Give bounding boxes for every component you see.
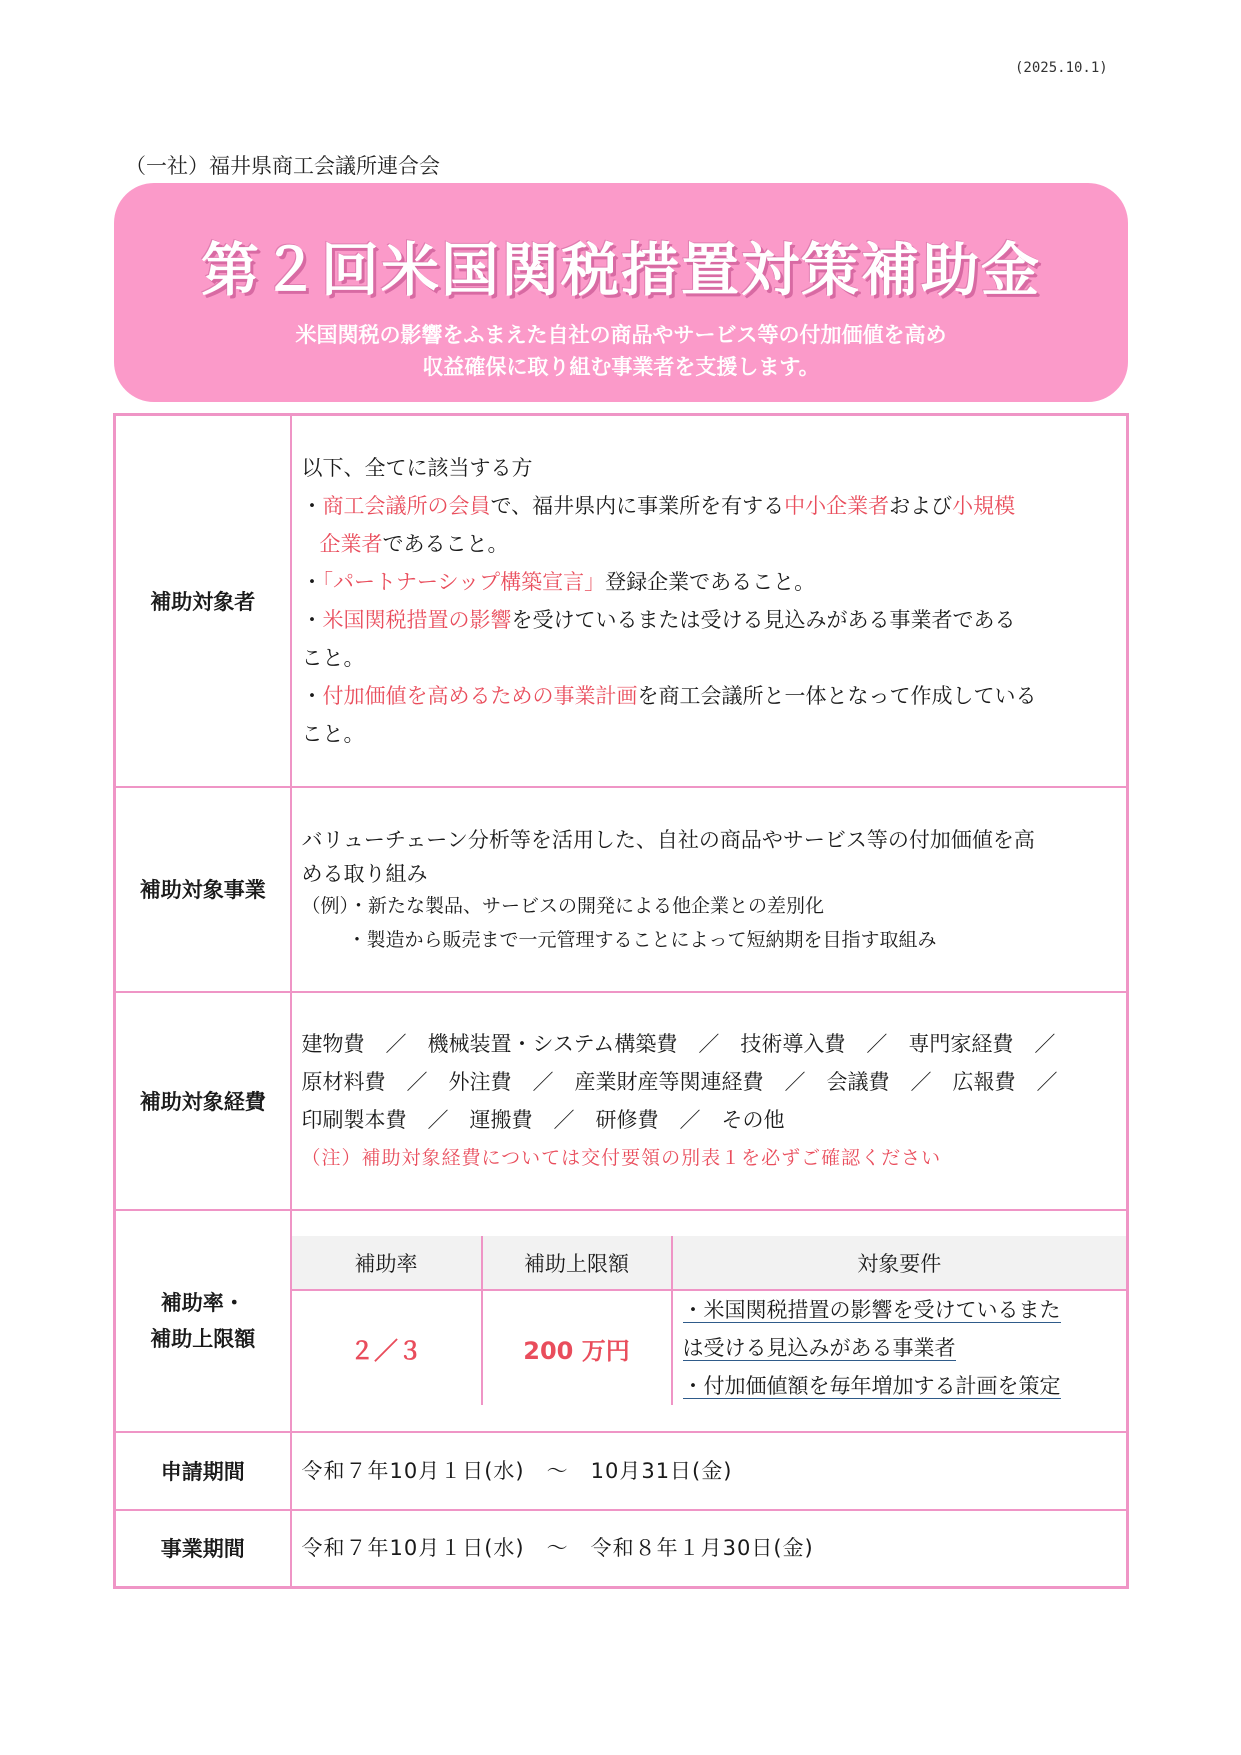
business-period-row [115, 1510, 1128, 1588]
expenses-content [291, 992, 1128, 1210]
limit-value: 200 万円 [482, 1290, 672, 1405]
eligibility-item-4: ・付加価値を高めるための事業計画を商工会議所と一体となって作成している [301, 683, 1037, 708]
page-title: 第２回米国関税措置対策補助金 [200, 236, 1041, 304]
project-line-2: める取り組み [301, 862, 428, 886]
issue-date: (2025.10.1) [1015, 60, 1108, 76]
business-period-value: 令和７年10月１日(水) ～ 令和８年１月30日(金) [291, 1510, 1128, 1588]
rate-table-cell [291, 1210, 1128, 1432]
project-label: 補助対象事業 [115, 787, 291, 992]
banner-subtitle-2: 収益確保に取り組む事業者を支援します。 [422, 355, 820, 379]
expenses-row [115, 992, 1128, 1210]
rate-row [115, 1210, 1128, 1432]
title-banner [114, 183, 1128, 402]
eligibility-item-3-cont: こと。 [301, 645, 365, 670]
application-period-value: 令和７年10月１日(水) ～ 10月31日(金) [291, 1432, 1128, 1510]
eligibility-item-1-cont: 企業者であること。 [319, 531, 509, 556]
project-example-1: （例）・新たな製品、サービスの開発による他企業との差別化 [301, 895, 825, 917]
requirements [672, 1290, 1127, 1405]
rate-table-values [292, 1290, 1127, 1405]
application-period-row [115, 1432, 1128, 1510]
rate-col-header: 補助率 [292, 1236, 482, 1290]
banner-subtitle-1: 米国関税の影響をふまえた自社の商品やサービス等の付加価値を高め [295, 323, 947, 347]
subsidy-info-table [113, 413, 1129, 1589]
requirement-2: ・付加価値額を毎年増加する計画を策定 [682, 1374, 1061, 1398]
eligibility-content [291, 415, 1128, 787]
eligibility-label: 補助対象者 [115, 415, 291, 787]
requirement-1b: は受ける見込みがある事業者 [682, 1336, 956, 1360]
eligibility-intro: 以下、全てに該当する方 [301, 455, 533, 480]
business-period-label: 事業期間 [115, 1510, 291, 1588]
rate-label: 補助率・ 補助上限額 [115, 1210, 291, 1432]
rate-table [292, 1236, 1127, 1405]
limit-col-header: 補助上限額 [482, 1236, 672, 1290]
requirement-1a: ・米国関税措置の影響を受けているまた [682, 1298, 1061, 1322]
expenses-note: （注）補助対象経費については交付要領の別表１を必ずご確認ください [301, 1146, 942, 1169]
rate-value: ２／３ [292, 1290, 482, 1405]
eligibility-item-3: ・米国関税措置の影響を受けているまたは受ける見込みがある事業者である [301, 607, 1016, 632]
project-line-1: バリューチェーン分析等を活用した、自社の商品やサービス等の付加価値を高 [301, 828, 1035, 852]
rate-table-header [292, 1236, 1127, 1290]
eligibility-row [115, 415, 1128, 787]
requirement-col-header: 対象要件 [672, 1236, 1127, 1290]
organization-name: （一社）福井県商工会議所連合会 [125, 154, 440, 178]
expenses-line-2: 原材料費 ／ 外注費 ／ 産業財産等関連経費 ／ 会議費 ／ 広報費 ／ [301, 1069, 1058, 1094]
eligibility-item-1: ・商工会議所の会員で、福井県内に事業所を有する中小企業者および小規模 [301, 493, 1016, 518]
project-example-2: ・製造から販売まで一元管理することによって短納期を目指す取組み [347, 929, 937, 951]
project-content [291, 787, 1128, 992]
eligibility-item-4-cont: こと。 [301, 721, 365, 746]
expenses-line-3: 印刷製本費 ／ 運搬費 ／ 研修費 ／ その他 [301, 1107, 785, 1132]
project-row [115, 787, 1128, 992]
eligibility-item-2: ・「パートナーシップ構築宣言」登録企業であること。 [301, 569, 816, 594]
expenses-line-1: 建物費 ／ 機械装置・システム構築費 ／ 技術導入費 ／ 専門家経費 ／ [301, 1031, 1056, 1056]
application-period-label: 申請期間 [115, 1432, 291, 1510]
expenses-label: 補助対象経費 [115, 992, 291, 1210]
